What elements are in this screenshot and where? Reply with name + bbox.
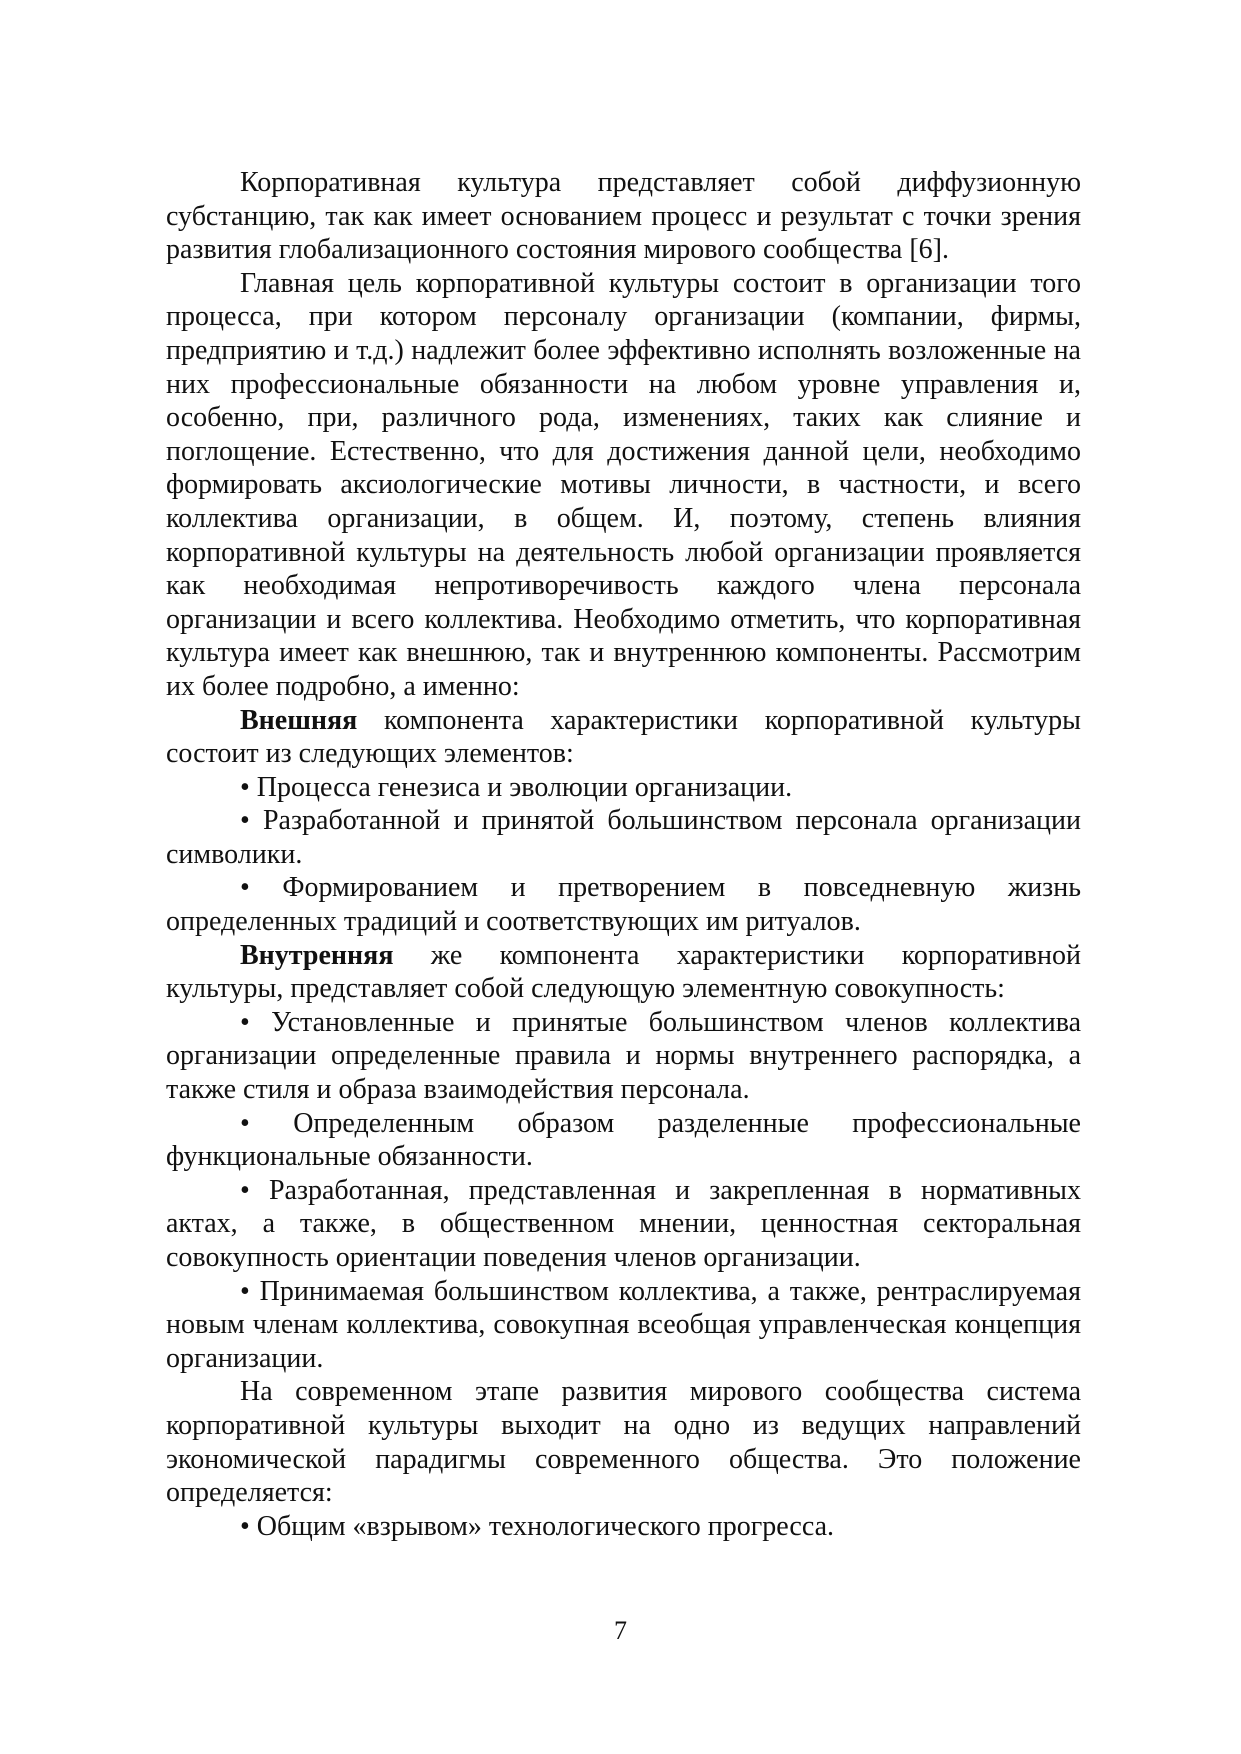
list-item-traditions: • Формированием и претворением в повседневную жизнь определенных традиций и соответствующих им ритуалов. (166, 872, 1081, 938)
list-item-genesis: • Процесса генезиса и эволюции организации. (240, 771, 793, 803)
paragraph-main-goal: Главная цель корпоративной культуры состоит в организации того процесса, при котором персоналу организации (компании, фирмы, предприятию и т.д.) надлежит более эффективно исполнять возложенные на них профессиональные обязанности на любом уровне управления и, особенно, при, различного рода, изменениях, таких как слияние и поглощение. Естественно, что для достижения данной цели, необходимо формировать аксиологические мотивы личности, в частности, и всего коллектива организации, в общем. И, поэтому, степень влияния корпоративной культуры на деятельность любой организации проявляется как необходимая непротиворечивость каждого члена персонала организации и всего коллектива. Необходимо отметить, что корпоративная культура имеет как внешнюю, так и внутреннюю компоненты. Рассмотрим их более подробно, а именно: (166, 267, 1081, 702)
list-item-concept: • Принимаемая большинством коллектива, а также, рентраслируемая новым членам коллектива, совокупная всеобщая управленческая концепция организации. (166, 1275, 1081, 1374)
list-item-values: • Разработанная, представленная и закрепленная в нормативных актах, а также, в общественном мнении, ценностная секторальная совокупность ориентации поведения членов организации. (166, 1174, 1081, 1273)
page-number: 7 (614, 1616, 627, 1645)
list-item-rules: • Установленные и принятые большинством членов коллектива организации определенные правила и нормы внутреннего распорядка, а также стиля и образа взаимодействия персонала. (166, 1006, 1081, 1106)
paragraph-diffusion-substance: Корпоративная культура представляет собой диффузионную субстанцию, так как имеет основанием процесс и результат с точки зрения развития глобализационного состояния мирового сообщества [6]. (166, 167, 1081, 266)
list-item-symbolics: • Разработанной и принятой большинством персонала организации символики. (166, 805, 1081, 870)
paragraph-external-component (166, 704, 1081, 771)
internal-component-text: же компонента характеристики корпоративной культуры, представляет собой следующую элементную совокупность: (166, 939, 1081, 1005)
term-internal: Внутренняя (240, 939, 394, 971)
paragraph-modern-stage: На современном этапе развития мирового сообщества система корпоративной культуры выходит на одно из ведущих направлений экономической парадигмы современного общества. Это положение определяется: (166, 1376, 1081, 1509)
term-external: Внешняя (240, 704, 358, 736)
list-item-duties: • Определенным образом разделенные профессиональные функциональные обязанности. (166, 1107, 1081, 1173)
paragraph-internal-component (166, 939, 1081, 1006)
list-item-progress: • Общим «взрывом» технологического прогресса. (240, 1510, 835, 1542)
external-component-text: компонента характеристики корпоративной культуры состоит из следующих элементов: (166, 704, 1081, 770)
document-body (166, 166, 1081, 1543)
